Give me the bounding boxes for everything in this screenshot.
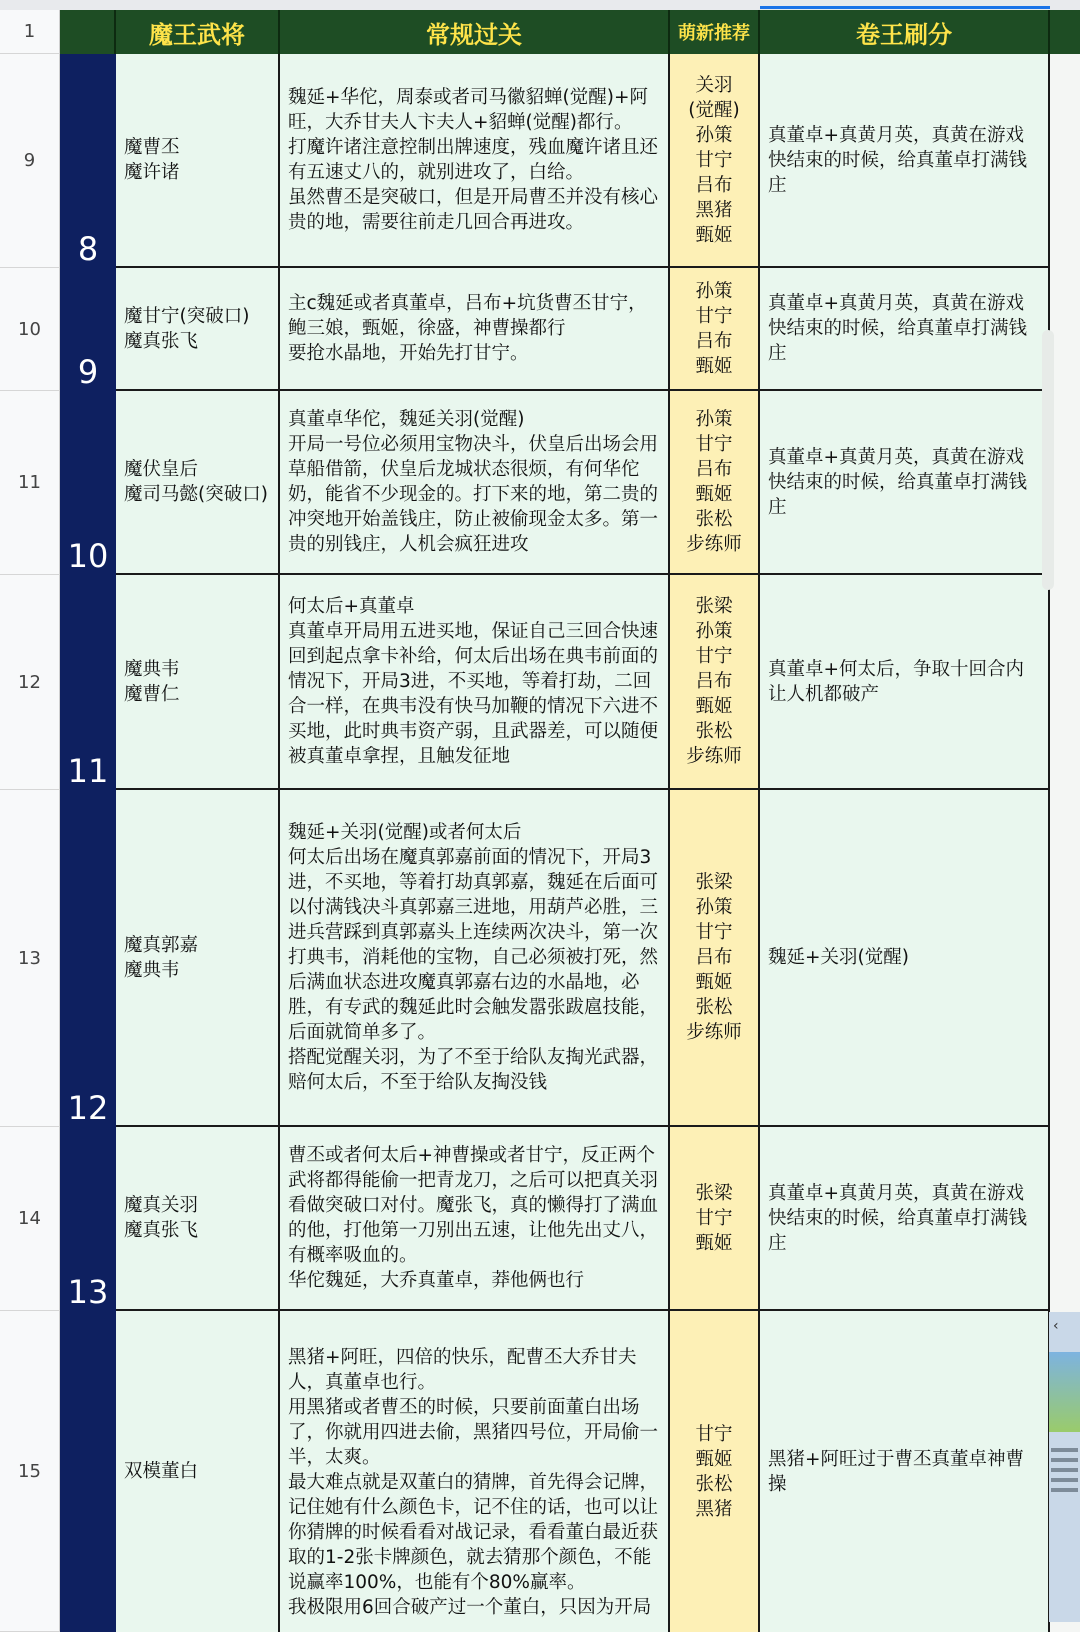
score-cell[interactable]: 真董卓+真黄月英，真黄在游戏快结束的时候，给真董卓打满钱庄	[760, 1127, 1050, 1311]
score-cell[interactable]: 真董卓+何太后，争取十回合内让人机都破产	[760, 575, 1050, 790]
recommend-cell[interactable]: 张梁 甘宁 甄姬	[670, 1127, 760, 1311]
normal-cell[interactable]: 魏延+华佗，周泰或者司马徽貂蝉(觉醒)+阿旺，大乔甘夫人卞夫人+貂蝉(觉醒)都行。 打魔许诸注意控制出牌速度，残血魔许诸且还有五速丈八的，就别进攻了，白给。 虽然曹丕是突破口，但是开局曹丕并没有核心贵的地，需要往前走几回合再进攻。	[280, 54, 670, 268]
chevron-left-icon[interactable]: ‹	[1053, 1318, 1059, 1334]
row-header-15[interactable]: 15	[0, 1311, 60, 1632]
stage-number: 10	[67, 537, 109, 575]
recommend-cell[interactable]: 甘宁 甄姬 张松 黑猪	[670, 1311, 760, 1632]
row-header-10[interactable]: 10	[0, 268, 60, 391]
header-blank-cell[interactable]	[60, 10, 116, 54]
sheet-top-bar	[0, 0, 1080, 10]
normal-cell[interactable]: 黑猪+阿旺，四倍的快乐，配曹丕大乔甘夫人，真董卓也行。 用黑猪或者曹丕的时候，只要前面董白出场了，你就用四进去偷，黑猪四号位，开局偷一半，太爽。 最大难点就是双董白的猜牌，首先得会记牌，记住她有什么颜色卡，记不住的话，也可以让你猜牌的时候看看对战记录，看看董白最近获取的1-2张卡牌颜色，就去猜那个颜色，不能说赢率100%，也能有个80%赢率。 我极限用6回合破产过一个董白，只因为开局	[280, 1311, 670, 1632]
boss-cell[interactable]: 魔典韦 魔曹仁	[116, 575, 280, 790]
recommend-cell[interactable]: 孙策 甘宁 吕布 甄姬 张松 步练师	[670, 391, 760, 575]
boss-cell[interactable]: 魔甘宁(突破口) 魔真张飞	[116, 268, 280, 391]
boss-cell[interactable]: 魔伏皇后 魔司马懿(突破口)	[116, 391, 280, 575]
recommend-cell[interactable]: 张梁 孙策 甘宁 吕布 甄姬 张松 步练师	[670, 575, 760, 790]
score-cell[interactable]: 黑猪+阿旺过于曹丕真董卓神曹操	[760, 1311, 1050, 1632]
stage-number: 9	[77, 353, 99, 391]
floating-thumbnail[interactable]	[1049, 1312, 1080, 1622]
header-recommend[interactable]: 萌新推荐	[670, 10, 760, 54]
header-extra[interactable]	[1050, 10, 1080, 54]
score-cell[interactable]: 真董卓+真黄月英，真黄在游戏快结束的时候，给真董卓打满钱庄	[760, 268, 1050, 391]
score-cell[interactable]: 真董卓+真黄月英，真黄在游戏快结束的时候，给真董卓打满钱庄	[760, 54, 1050, 268]
stage-number: 8	[77, 230, 99, 268]
normal-cell[interactable]: 真董卓华佗，魏延关羽(觉醒) 开局一号位必须用宝物决斗，伏皇后出场会用草船借箭，伏皇后龙城状态很烦，有何华佗奶，能省不少现金的。打下来的地，第二贵的冲突地开始盖钱庄，防止被偷现金太多。第一贵的别钱庄，人机会疯狂进攻	[280, 391, 670, 575]
thumbnail-image	[1049, 1352, 1080, 1432]
stage-number: 11	[67, 752, 109, 790]
normal-cell[interactable]: 主c魏延或者真董卓，吕布+坑货曹丕甘宁，鲍三娘，甄姬，徐盛，神曹操都行 要抢水晶地，开始先打甘宁。	[280, 268, 670, 391]
recommend-cell[interactable]: 孙策 甘宁 吕布 甄姬	[670, 268, 760, 391]
boss-cell[interactable]: 魔曹丕 魔许诸	[116, 54, 280, 268]
normal-cell[interactable]: 何太后+真董卓 真董卓开局用五进买地，保证自己三回合快速回到起点拿卡补给，何太后出场在典韦前面的情况下，开局3进，不买地，等着打劫，二回合一样，在典韦没有快马加鞭的情况下六进不买地，此时典韦资产弱，且武器差，可以随便被真董卓拿捏，且触发征地	[280, 575, 670, 790]
row-header-14[interactable]: 14	[0, 1127, 60, 1311]
boss-cell[interactable]: 魔真关羽 魔真张飞	[116, 1127, 280, 1311]
stage-number: 12	[67, 1089, 109, 1127]
normal-cell[interactable]: 魏延+关羽(觉醒)或者何太后 何太后出场在魔真郭嘉前面的情况下，开局3进，不买地，等着打劫真郭嘉，魏延在后面可以付满钱决斗真郭嘉三进地，用葫芦必胜，三进兵营踩到真郭嘉头上连续两次决斗，第一次打典韦，消耗他的宝物，自己必须被打死，然后满血状态进攻魔真郭嘉右边的水晶地，必胜，有专武的魏延此时会触发嚣张跋扈技能，后面就简单多了。 搭配觉醒关羽，为了不至于给队友掏光武器，赔何太后，不至于给队友掏没钱	[280, 790, 670, 1127]
stage-number: 13	[67, 1273, 109, 1311]
recommend-cell[interactable]: 张梁 孙策 甘宁 吕布 甄姬 张松 步练师	[670, 790, 760, 1127]
row-header-13[interactable]: 13	[0, 790, 60, 1127]
score-cell[interactable]: 魏延+关羽(觉醒)	[760, 790, 1050, 1127]
thumbnail-text-lines	[1051, 1442, 1078, 1498]
header-score[interactable]: 卷王刷分	[760, 10, 1050, 54]
row-header-11[interactable]: 11	[0, 391, 60, 575]
header-boss[interactable]: 魔王武将	[116, 10, 280, 54]
boss-cell[interactable]: 魔真郭嘉 魔典韦	[116, 790, 280, 1127]
normal-cell[interactable]: 曹丕或者何太后+神曹操或者甘宁，反正两个武将都得能偷一把青龙刀，之后可以把真关羽看做突破口对付。魔张飞，真的懒得打了满血的他，打他第一刀别出五速，让他先出丈八，有概率吸血的。 华佗魏延，大乔真董卓，莽他俩也行	[280, 1127, 670, 1311]
header-normal[interactable]: 常规过关	[280, 10, 670, 54]
row-header-1[interactable]: 1	[0, 10, 60, 54]
recommend-cell[interactable]: 关羽 (觉醒) 孙策 甘宁 吕布 黑猪 甄姬	[670, 54, 760, 268]
score-cell[interactable]: 真董卓+真黄月英，真黄在游戏快结束的时候，给真董卓打满钱庄	[760, 391, 1050, 575]
boss-cell[interactable]: 双模董白	[116, 1311, 280, 1632]
row-header-9[interactable]: 9	[0, 54, 60, 268]
vertical-scrollbar[interactable]	[1042, 330, 1054, 590]
column-selection-indicator	[760, 6, 1050, 9]
row-header-12[interactable]: 12	[0, 575, 60, 790]
